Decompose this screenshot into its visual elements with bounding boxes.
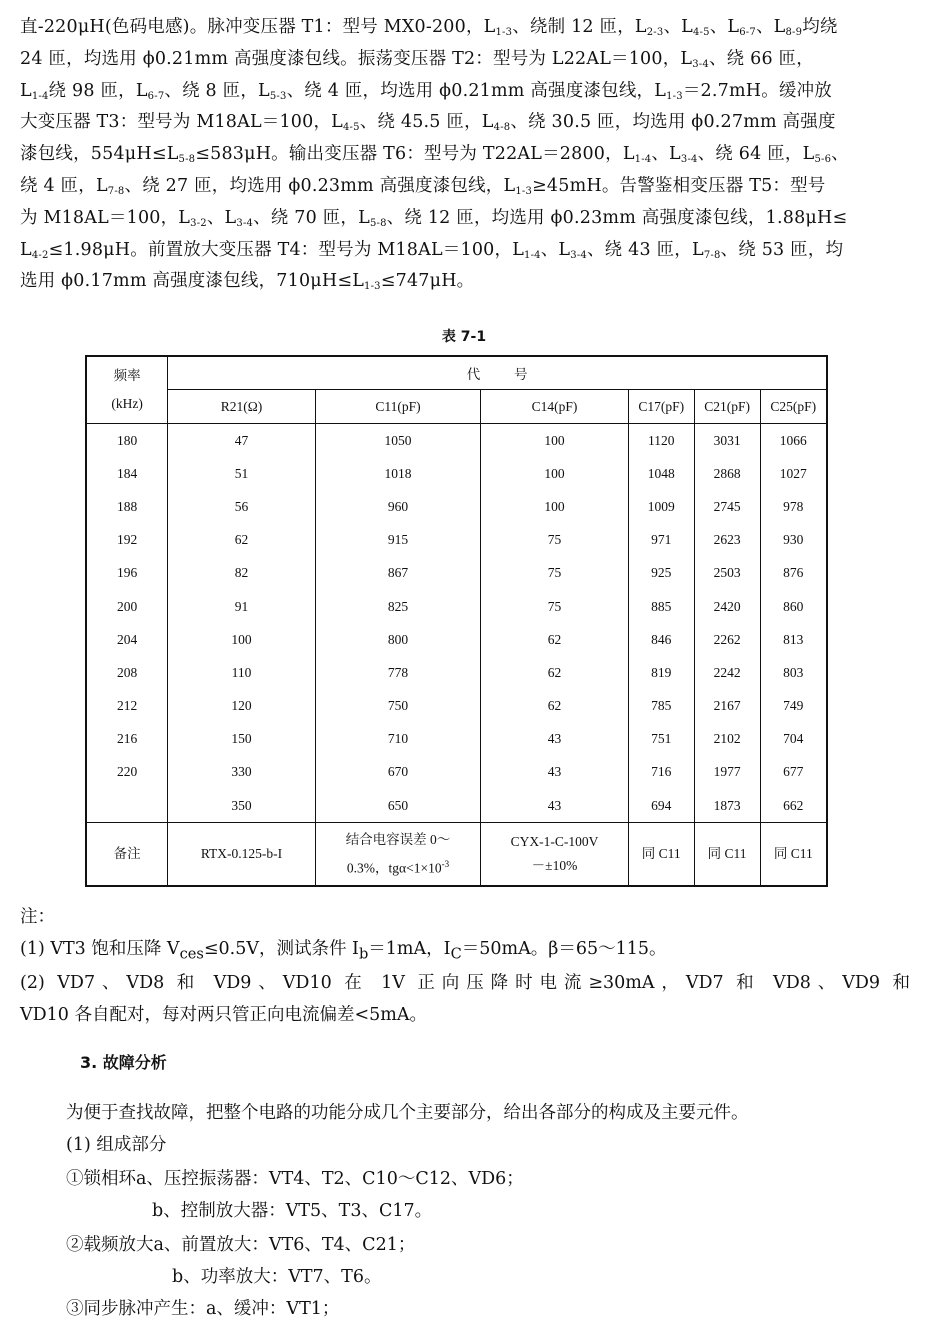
cell-c21: 1977 xyxy=(694,756,760,789)
subscript: 3-4 xyxy=(570,249,587,261)
intro-line: 漆包线，$554\mu H\le L_{5-8}\le 583\mu H$。输出变压器 T6：型号为 T22AL＝2800，$L_{1-4}$、$L_{3-4}$、绕 64 匝，$L_{5-6}$、 xyxy=(20,144,849,166)
subscript: 3-4 xyxy=(680,154,698,166)
subscript: 1-3 xyxy=(495,27,513,38)
intro-line: $L_{4-2}\le 1.98\mu H$。前置放大变压器 T4：型号为 M18AL＝100，$L_{1-4}$、$L_{3-4}$、绕 43 匝，$L_{7-8}$、绕 53 匝，均 xyxy=(20,239,844,261)
table-row xyxy=(86,490,827,523)
cell-c21: 3031 xyxy=(694,424,760,458)
note-c14 xyxy=(481,823,629,887)
cell-c11: 1050 xyxy=(315,424,481,458)
cell-c25: 813 xyxy=(760,623,827,656)
subscript: 5-8 xyxy=(178,154,196,166)
cell-c25: 876 xyxy=(760,557,827,590)
list-item: ①锁相环a、压控振荡器：VT4、T2、C10～C12、VD6； xyxy=(66,1169,524,1189)
cell-freq: 208 xyxy=(86,656,168,689)
subscript: 7-8 xyxy=(107,185,125,197)
cell-c11: 778 xyxy=(315,656,481,689)
cell-c17: 1120 xyxy=(628,424,694,458)
cell-c25: 1066 xyxy=(760,424,827,458)
table-row xyxy=(86,789,827,823)
cell-c25: 1027 xyxy=(760,457,827,490)
cell-c11: 750 xyxy=(315,690,481,723)
cell-c11: 650 xyxy=(315,789,481,823)
note-c11-exponent: -3 xyxy=(441,859,450,869)
subscript: 7-8 xyxy=(703,249,721,261)
col-header-c14: C14(pF) xyxy=(481,390,629,424)
cell-c17: 819 xyxy=(628,656,694,689)
col-header-r21: R21(Ω) xyxy=(168,390,315,424)
cell-freq: 196 xyxy=(86,557,168,590)
cell-c11: 670 xyxy=(315,756,481,789)
cell-c21: 2167 xyxy=(694,690,760,723)
note-2-line1: (2) VD7、VD8 和 VD9、VD10 在 1V 正向压降时电流≥30mA，VD7 和 VD8、VD9 和 xyxy=(20,973,910,993)
cell-freq: 192 xyxy=(86,524,168,557)
cell-c14: 62 xyxy=(481,690,629,723)
cell-c25: 704 xyxy=(760,723,827,756)
note-c21: 同 C11 xyxy=(694,823,760,887)
cell-freq: 212 xyxy=(86,690,168,723)
subscript: 1-4 xyxy=(31,90,49,102)
cell-c17: 1048 xyxy=(628,457,694,490)
note-c11-line2-text: 0.3%，tgα<1×10 xyxy=(346,860,442,876)
cell-r21: 330 xyxy=(168,756,315,789)
cell-c17: 846 xyxy=(628,623,694,656)
cell-c17: 1009 xyxy=(628,490,694,523)
table-title: 表 7-1 xyxy=(441,329,487,345)
note-2-line2: VD10 各自配对，每对两只管正向电流偏差<5mA。 xyxy=(20,1005,428,1025)
cell-c21: 2262 xyxy=(694,623,760,656)
group-header: 代 号 xyxy=(168,356,827,390)
subscript: 4-5 xyxy=(692,27,710,38)
subscript: 8-9 xyxy=(785,27,803,38)
note-c11 xyxy=(315,823,481,887)
cell-r21: 150 xyxy=(168,723,315,756)
list-item: ②载频放大a、前置放大：VT6、T4、C21； xyxy=(66,1235,416,1255)
note-c11-line1: 结合电容误差 0～ xyxy=(345,832,451,847)
note-label: 备注 xyxy=(86,823,168,887)
cell-c14: 43 xyxy=(481,789,629,823)
cell-freq: 216 xyxy=(86,723,168,756)
cell-c14: 100 xyxy=(481,490,629,523)
cell-c25: 930 xyxy=(760,524,827,557)
intro-line: 为 M18AL＝100，$L_{3-2}$、$L_{3-4}$、绕 70 匝，$L_{5-8}$、绕 12 匝，均选用 ϕ0.23mm 高强度漆包线，1.88μH≤ xyxy=(20,207,848,229)
cell-r21: 47 xyxy=(168,424,315,458)
subscript: 4-5 xyxy=(343,122,360,134)
cell-r21: 56 xyxy=(168,490,315,523)
table-row xyxy=(86,424,827,458)
col-header-c25: C25(pF) xyxy=(760,390,827,424)
cell-r21: 110 xyxy=(168,656,315,689)
cell-freq: 220 xyxy=(86,756,168,789)
freq-header xyxy=(86,356,168,424)
intro-line: 直-220μH(色码电感)。脉冲变压器 T1：型号 MX0-200，$L_{1-3}$、绕制 12 匝，$L_{2-3}$、$L_{4-5}$、$L_{6-7}$、$L_{8-9}$均绕 xyxy=(20,17,838,38)
intro-line: 24 匝，均选用 ϕ0.21mm 高强度漆包线。振荡变压器 T2：型号为 L22AL＝100，$L_{3-4}$、绕 66 匝， xyxy=(20,48,814,70)
subscript: 1-3 xyxy=(666,90,683,102)
table-row xyxy=(86,690,827,723)
subscript: 1-3 xyxy=(515,185,533,197)
cell-c11: 710 xyxy=(315,723,481,756)
subscript: 6-7 xyxy=(147,90,165,102)
subsection-title: (1) 组成部分 xyxy=(66,1135,167,1155)
list-item: ③同步脉冲产生：a、缓冲：VT1； xyxy=(66,1299,340,1319)
note-c14-line2: －±10% xyxy=(531,858,578,874)
note-c17: 同 C11 xyxy=(628,823,694,887)
subscript: 5-6 xyxy=(814,154,832,166)
cell-c25: 803 xyxy=(760,656,827,689)
cell-c25: 860 xyxy=(760,590,827,623)
note-c11-line2 xyxy=(316,852,481,881)
cell-c25: 749 xyxy=(760,690,827,723)
intro-line: 大变压器 T3：型号为 M18AL＝100，$L_{4-5}$、绕 45.5 匝，$L_{4-8}$、绕 30.5 匝，均选用 ϕ0.27mm 高强度 xyxy=(20,112,836,134)
component-table xyxy=(85,355,828,887)
cell-c14: 43 xyxy=(481,723,629,756)
table-row xyxy=(86,524,827,557)
cell-r21: 100 xyxy=(168,623,315,656)
note-c14-line1: CYX-1-C-100V xyxy=(510,834,599,850)
cell-c25: 978 xyxy=(760,490,827,523)
cell-r21: 82 xyxy=(168,557,315,590)
col-header-c21: C21(pF) xyxy=(694,390,760,424)
subscript: b xyxy=(358,945,369,963)
cell-c21: 2745 xyxy=(694,490,760,523)
cell-freq: 188 xyxy=(86,490,168,523)
cell-c21: 2102 xyxy=(694,723,760,756)
table-row xyxy=(86,590,827,623)
freq-header-unit: (kHz) xyxy=(111,396,143,411)
cell-c11: 825 xyxy=(315,590,481,623)
cell-c17: 885 xyxy=(628,590,694,623)
cell-c11: 800 xyxy=(315,623,481,656)
subscript: 5-8 xyxy=(369,217,387,229)
cell-c21: 2503 xyxy=(694,557,760,590)
intro-line: $L_{1-4}$绕 98 匝，$L_{6-7}$、绕 8 匝，$L_{5-3}$、绕 4 匝，均选用 ϕ0.21mm 高强度漆包线，$L_{1-3}=2.7mH$。缓冲放 xyxy=(20,80,832,102)
table-row xyxy=(86,723,827,756)
note-1: (1) VT3 饱和压降 $V_{ces}\le 0.5V$，测试条件 $I_b=1mA$，$I_C=50mA$。β＝65～115。 xyxy=(20,939,667,963)
cell-c11: 960 xyxy=(315,490,481,523)
list-item: b、功率放大：VT7、T6。 xyxy=(172,1267,382,1287)
cell-c14: 43 xyxy=(481,756,629,789)
subscript: 2-3 xyxy=(646,27,664,38)
cell-c14: 100 xyxy=(481,457,629,490)
cell-c17: 925 xyxy=(628,557,694,590)
cell-freq: 200 xyxy=(86,590,168,623)
cell-r21: 51 xyxy=(168,457,315,490)
cell-freq: 184 xyxy=(86,457,168,490)
section-title: 3. 故障分析 xyxy=(80,1053,167,1072)
subscript: ces xyxy=(179,945,204,963)
cell-c21: 2868 xyxy=(694,457,760,490)
cell-c21: 2242 xyxy=(694,656,760,689)
cell-c11: 867 xyxy=(315,557,481,590)
table-body xyxy=(86,424,827,823)
notes-label: 注： xyxy=(20,907,55,927)
subscript: 1-4 xyxy=(524,249,541,261)
cell-freq xyxy=(86,789,168,823)
cell-c11: 915 xyxy=(315,524,481,557)
cell-r21: 350 xyxy=(168,789,315,823)
col-header-c17: C17(pF) xyxy=(628,390,694,424)
cell-c17: 751 xyxy=(628,723,694,756)
cell-c14: 75 xyxy=(481,524,629,557)
intro-line: 选用 ϕ0.17mm 高强度漆包线，$710\mu H\le L_{1-3}\le 747\mu H$。 xyxy=(20,271,475,293)
freq-header-label: 频率 xyxy=(113,368,141,383)
cell-c14: 100 xyxy=(481,424,629,458)
cell-r21: 62 xyxy=(168,524,315,557)
cell-c25: 677 xyxy=(760,756,827,789)
cell-freq: 204 xyxy=(86,623,168,656)
cell-c21: 1873 xyxy=(694,789,760,823)
cell-c17: 694 xyxy=(628,789,694,823)
table-row xyxy=(86,756,827,789)
cell-c14: 75 xyxy=(481,590,629,623)
intro-paragraph xyxy=(20,12,910,298)
note-r21: RTX-0.125-b-I xyxy=(168,823,315,887)
subscript: 3-4 xyxy=(692,58,709,70)
cell-c21: 2420 xyxy=(694,590,760,623)
subscript: 1-3 xyxy=(364,281,381,293)
subscript: 5-3 xyxy=(269,90,287,102)
intro-line: 绕 4 匝，$L_{7-8}$、绕 27 匝，均选用 ϕ0.23mm 高强度漆包线，$L_{1-3}\ge 45mH$。告警鉴相变压器 T5：型号 xyxy=(20,175,826,197)
cell-c25: 662 xyxy=(760,789,827,823)
col-header-c11: C11(pF) xyxy=(315,390,481,424)
list-item: b、控制放大器：VT5、T3、C17。 xyxy=(152,1201,433,1221)
cell-c17: 716 xyxy=(628,756,694,789)
table-row xyxy=(86,457,827,490)
subscript: 4-2 xyxy=(31,249,49,261)
note-c25: 同 C11 xyxy=(760,823,827,887)
cell-r21: 91 xyxy=(168,590,315,623)
cell-freq: 180 xyxy=(86,424,168,458)
cell-r21: 120 xyxy=(168,690,315,723)
subscript: 3-2 xyxy=(190,217,207,229)
section-intro: 为便于查找故障，把整个电路的功能分成几个主要部分，给出各部分的构成及主要元件。 xyxy=(66,1103,749,1123)
subscript: 3-4 xyxy=(236,217,254,229)
subscript: 1-4 xyxy=(634,154,652,166)
subscript: C xyxy=(450,945,462,963)
cell-c14: 62 xyxy=(481,623,629,656)
table-row xyxy=(86,623,827,656)
cell-c17: 971 xyxy=(628,524,694,557)
table-row xyxy=(86,656,827,689)
cell-c17: 785 xyxy=(628,690,694,723)
subscript: 4-8 xyxy=(493,122,511,134)
subscript: 6-7 xyxy=(739,27,756,38)
table-note-row xyxy=(86,823,827,887)
cell-c14: 75 xyxy=(481,557,629,590)
cell-c14: 62 xyxy=(481,656,629,689)
table-row xyxy=(86,557,827,590)
cell-c11: 1018 xyxy=(315,457,481,490)
cell-c21: 2623 xyxy=(694,524,760,557)
